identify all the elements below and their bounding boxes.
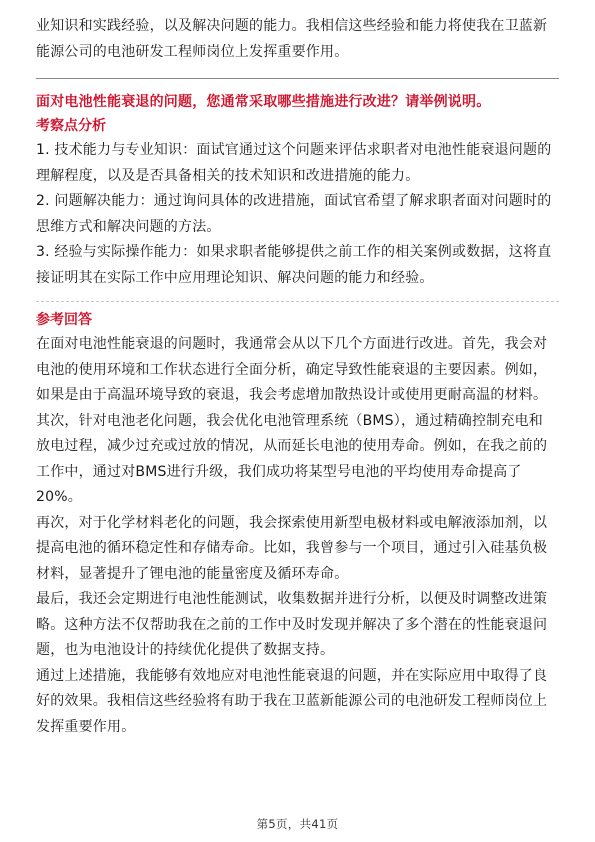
section-divider (36, 78, 559, 79)
page-number: 第5页，共41页 (256, 817, 339, 831)
answer-line: 电池的使用环境和工作状态进行全面分析，确定导致性能衰退的主要因素。例如， (36, 361, 548, 378)
answer-line: 题，也为电池设计的持续优化提供了数据支持。 (36, 642, 335, 658)
answer-paragraph-2 (36, 409, 559, 511)
answer-line: 工作中，通过对BMS进行升级，我们成功将某型号电池的平均使用寿命提高了 (36, 463, 522, 480)
answer-line: 其次，针对电池老化问题，我会优化电池管理系统（BMS），通过精确控制充电和 (36, 412, 543, 429)
answer-line: 略。这种方法不仅帮助我在之前的工作中及时发现并解决了多个潜在的性能衰退问 (36, 616, 548, 633)
answer-line: 如果是由于高温环境导致的衰退，我会考虑增加散热设计或使用更耐高温的材料。 (36, 387, 548, 403)
answer-line: 再次，对于化学材料老化的问题，我会探索使用新型电极材料或电解液添加剂，以 (36, 514, 548, 531)
answer-line: 最后，我还会定期进行电池性能测试，收集数据并进行分析，以便及时调整改进策 (36, 591, 548, 607)
analysis-item-2 (36, 189, 559, 240)
answer-line: 好的效果。我相信这些经验将有助于我在卫蓝新能源公司的电池研发工程师岗位上 (36, 693, 548, 709)
answer-line: 发挥重要作用。 (36, 718, 136, 735)
answer-heading: 参考回答 (36, 312, 92, 328)
intro-line: 能源公司的电池研发工程师岗位上发挥重要作用。 (36, 43, 349, 60)
answer-paragraph-1 (36, 332, 559, 409)
answer-line: 20%。 (36, 489, 82, 505)
answer-line: 提高电池的循环稳定性和存储寿命。比如，我曾参与一个项目，通过引入硅基负极 (36, 540, 548, 556)
answer-line: 通过上述措施，我能够有效地应对电池性能衰退的问题，并在实际应用中取得了良 (36, 667, 548, 684)
analysis-line: 1. 技术能力与专业知识：面试官通过这个问题来评估求职者对电池性能衰退问题的 (36, 142, 552, 158)
intro-line: 业知识和实践经验，以及解决问题的能力。我相信这些经验和能力将使我在卫蓝新 (36, 18, 548, 34)
document-page (36, 14, 559, 740)
answer-line: 在面对电池性能衰退的问题时，我通常会从以下几个方面进行改进。首先，我会对 (36, 336, 548, 352)
analysis-item-1 (36, 138, 559, 189)
analysis-line: 理解程度，以及是否具备相关的技术知识和改进措施的能力。 (36, 167, 420, 184)
analysis-line: 思维方式和解决问题的方法。 (36, 218, 221, 235)
answer-divider (36, 301, 559, 302)
analysis-line: 接证明其在实际工作中应用理论知识、解决问题的能力和经验。 (36, 269, 434, 286)
answer-paragraph-4 (36, 587, 559, 664)
analysis-heading: 考察点分析 (36, 118, 106, 134)
answer-paragraph-5 (36, 664, 559, 741)
answer-paragraph-3 (36, 511, 559, 588)
analysis-line: 3. 经验与实际操作能力：如果求职者能够提供之前工作的相关案例或数据，这将直 (36, 244, 552, 260)
intro-paragraph (36, 14, 559, 65)
analysis-line: 2. 问题解决能力：通过询问具体的改进措施，面试官希望了解求职者面对问题时的 (36, 193, 552, 209)
question-title: 面对电池性能衰退的问题，您通常采取哪些措施进行改进？请举例说明。 (36, 94, 491, 110)
analysis-item-3 (36, 240, 559, 291)
answer-line: 材料，显著提升了锂电池的能量密度及循环寿命。 (36, 565, 349, 582)
answer-line: 放电过程，减少过充或过放的情况，从而延长电池的使用寿命。例如，在我之前的 (36, 438, 548, 454)
